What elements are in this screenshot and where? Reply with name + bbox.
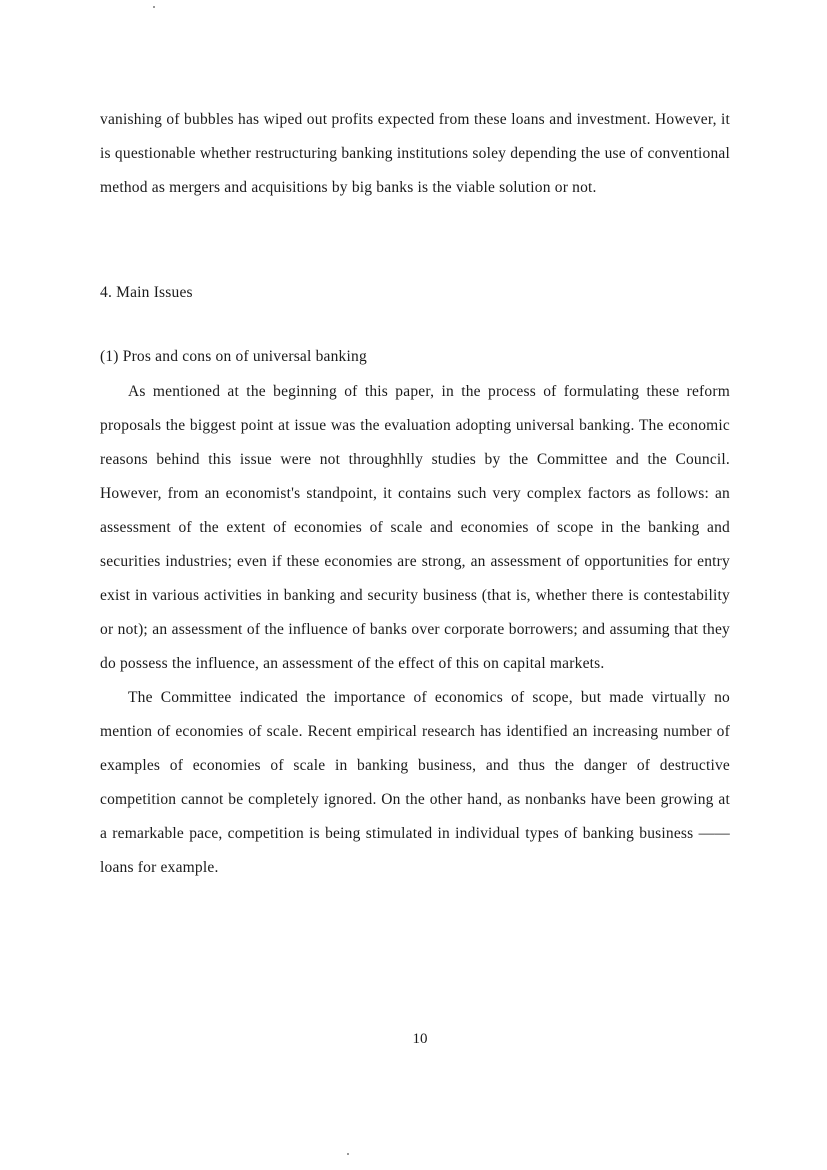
section-heading: 4. Main Issues <box>100 284 193 301</box>
page-number: 10 <box>412 1031 428 1047</box>
subsection-heading: (1) Pros and cons on of universal banking <box>100 348 367 365</box>
scan-speck <box>153 6 155 8</box>
body-text <box>100 375 730 885</box>
paragraph-universal-banking: As mentioned at the beginning of this paper, in the process of formulating these reform proposals the biggest point at issue was the evaluation adopting universal banking. The economic reasons behind this issue were not throughhlly studies by the Committee and the Council. However, from an economist's standpoint, it contains such very complex factors as follows: an assessment of the extent of economies of scale and economies of scope in the banking and securities industries; even if these economies are strong, an assessment of opportunities for entry exist in various activities in banking and security business (that is, whether there is contestability or not); an assessment of the influence of banks over corporate borrowers; and assuming that they do possess the influence, an assessment of the effect of this on capital markets. <box>100 383 730 672</box>
paragraph-economies-of-scope: The Committee indicated the importance of economics of scope, but made virtually no mention of economies of scale. Recent empirical research has identified an increasing number of examples of economies of scale in banking business, and thus the danger of destructive competition cannot be completely ignored. On the other hand, as nonbanks have been growing at a remarkable pace, competition is being stimulated in individual types of banking business —— loans for example. <box>100 689 730 876</box>
intro-paragraph-block <box>100 103 730 205</box>
intro-paragraph: vanishing of bubbles has wiped out profits expected from these loans and investment. However, it is questionable whether restructuring banking institutions soley depending the use of conventional method as mergers and acquisitions by big banks is the viable solution or not. <box>100 111 730 196</box>
scan-speck <box>347 1153 349 1155</box>
